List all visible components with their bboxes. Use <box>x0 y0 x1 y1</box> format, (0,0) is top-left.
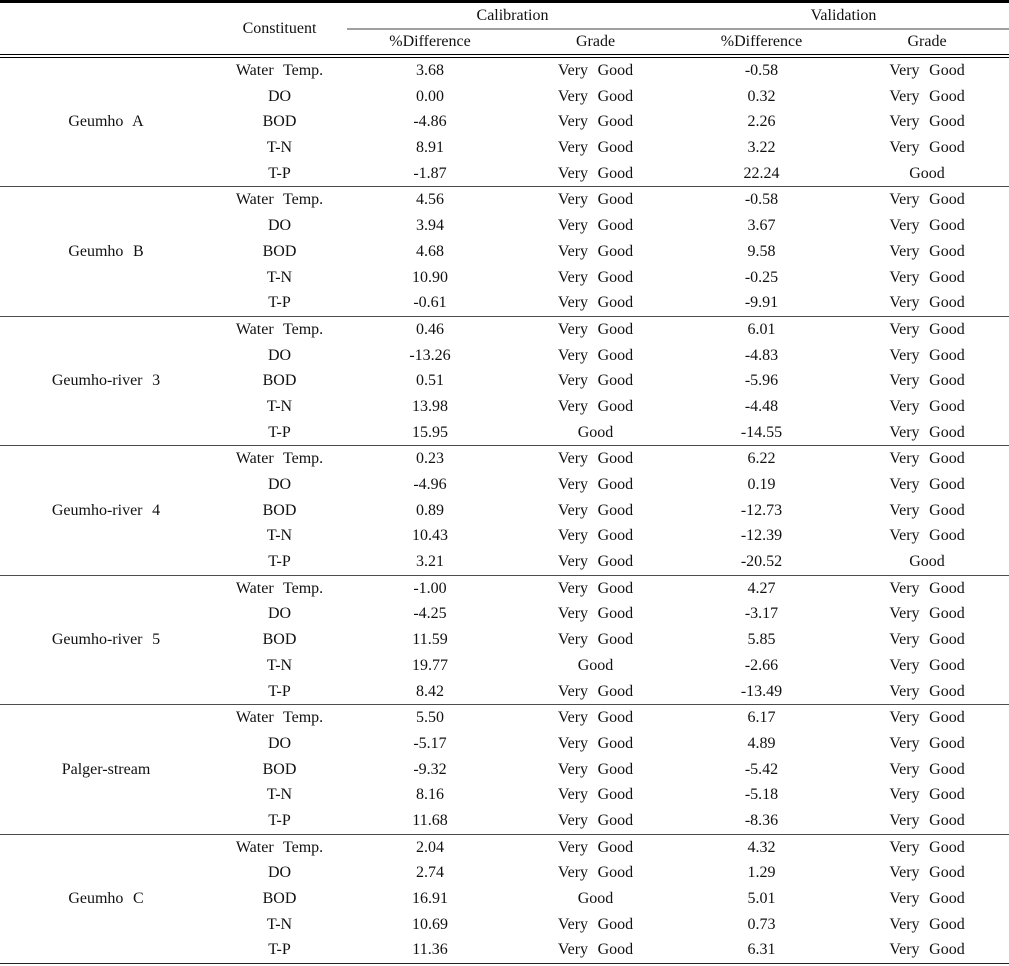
constituent-cell: T-N <box>266 268 293 286</box>
val-grade-cell: Very Good <box>889 579 965 597</box>
val-diff-cell: 5.85 <box>747 631 776 649</box>
val-grade-cell: Good <box>909 553 945 571</box>
table-row <box>0 834 1009 860</box>
constituent-cell: BOD <box>262 501 297 519</box>
val-grade-cell: Very Good <box>889 941 965 959</box>
constituent-cell: DO <box>267 605 292 623</box>
constituent-cell: DO <box>267 864 292 882</box>
cal-grade-cell: Very Good <box>557 734 634 752</box>
cal-grade-cell: Good <box>577 656 614 674</box>
constituent-cell: Water Temp. <box>235 579 324 597</box>
cal-diff-cell: 11.36 <box>412 941 448 959</box>
val-diff-cell: 3.22 <box>747 139 776 157</box>
constituent-cell: T-P <box>268 682 291 700</box>
val-diff-cell: 22.24 <box>743 164 780 182</box>
cal-diff-cell: 0.23 <box>416 450 444 468</box>
table-row <box>0 56 1009 84</box>
val-diff-cell: -0.58 <box>744 62 779 80</box>
site-cell: Palger-stream <box>61 760 151 778</box>
val-grade-cell: Very Good <box>889 62 965 80</box>
val-grade-cell: Very Good <box>889 294 965 312</box>
cal-grade-cell: Very Good <box>557 682 634 700</box>
val-grade-cell: Very Good <box>889 709 965 727</box>
val-diff-cell: 4.32 <box>747 838 776 856</box>
table-row <box>0 316 1009 342</box>
cal-diff-cell: 0.46 <box>416 320 444 338</box>
val-diff-cell: -5.42 <box>744 760 779 778</box>
val-grade-cell: Very Good <box>889 527 965 545</box>
site-group <box>0 834 1009 963</box>
cal-grade-cell: Good <box>577 890 614 908</box>
cal-diff-cell: 15.95 <box>412 423 448 441</box>
cal-diff-cell: 11.59 <box>412 631 448 649</box>
constituent-cell: T-N <box>266 139 293 157</box>
val-grade-cell: Good <box>909 164 945 182</box>
cal-diff-cell: 8.16 <box>416 786 444 804</box>
cal-grade-cell: Very Good <box>557 320 634 338</box>
site-group <box>0 446 1009 575</box>
cal-grade-cell: Very Good <box>557 811 634 829</box>
constituent-cell: T-N <box>266 915 293 933</box>
cal-diff-cell: 3.21 <box>416 553 444 571</box>
site-cell: Geumho-river 5 <box>51 631 161 649</box>
cal-grade-cell: Very Good <box>557 294 634 312</box>
val-diff-cell: -20.52 <box>740 553 783 571</box>
constituent-cell: T-N <box>266 786 293 804</box>
cal-diff-cell: 2.74 <box>416 864 444 882</box>
site-column-header <box>0 2 212 57</box>
cal-diff-cell: 0.00 <box>416 87 444 105</box>
cal-grade-cell: Very Good <box>557 476 634 494</box>
constituent-cell: T-P <box>268 164 291 182</box>
val-grade-cell: Very Good <box>889 890 965 908</box>
val-grade-cell: Very Good <box>889 760 965 778</box>
val-grade-cell: Very Good <box>889 346 965 364</box>
val-grade-cell: Very Good <box>889 320 965 338</box>
val-diff-cell: 6.31 <box>747 941 776 959</box>
val-diff-cell: 3.67 <box>747 217 776 235</box>
constituent-cell: T-N <box>266 397 293 415</box>
val-diff-cell: -5.18 <box>744 786 779 804</box>
header-span-row <box>0 2 1009 30</box>
val-diff-cell: -12.73 <box>740 501 783 519</box>
val-diff-cell: -4.48 <box>744 397 779 415</box>
val-grade-cell: Very Good <box>889 217 965 235</box>
constituent-cell: DO <box>267 734 292 752</box>
val-diff-cell: 6.22 <box>747 450 776 468</box>
val-diff-cell: 0.73 <box>747 915 776 933</box>
val-grade-cell: Very Good <box>889 682 965 700</box>
cal-grade-cell: Very Good <box>557 139 634 157</box>
val-pct-difference-header: %Difference <box>720 33 803 51</box>
cal-diff-cell: 0.89 <box>416 501 444 519</box>
constituent-cell: BOD <box>262 113 297 131</box>
val-diff-cell: -3.17 <box>744 605 779 623</box>
val-grade-cell: Very Good <box>889 811 965 829</box>
val-grade-header: Grade <box>907 33 947 51</box>
cal-grade-cell: Very Good <box>557 217 634 235</box>
constituent-cell: T-N <box>266 527 293 545</box>
validation-header: Validation <box>678 2 1009 30</box>
cal-diff-cell: 10.69 <box>412 915 448 933</box>
val-diff-cell: -5.96 <box>744 372 779 390</box>
val-grade-cell: Very Good <box>889 631 965 649</box>
site-cell: Geumho-river 4 <box>51 501 161 519</box>
cal-diff-cell: 11.68 <box>412 811 448 829</box>
val-grade-cell: Very Good <box>889 476 965 494</box>
constituent-cell: T-P <box>268 941 291 959</box>
val-grade-cell: Very Good <box>889 864 965 882</box>
val-diff-cell: 1.29 <box>747 864 776 882</box>
constituent-cell: BOD <box>262 372 297 390</box>
constituent-cell: DO <box>267 476 292 494</box>
cal-diff-cell: 8.42 <box>416 682 444 700</box>
constituent-cell: BOD <box>262 890 297 908</box>
cal-diff-cell: 0.51 <box>416 372 444 390</box>
site-group <box>0 56 1009 187</box>
cal-grade-cell: Very Good <box>557 864 634 882</box>
cal-grade-cell: Very Good <box>557 786 634 804</box>
val-diff-cell: 5.01 <box>747 890 776 908</box>
constituent-cell: Water Temp. <box>235 191 324 209</box>
val-grade-cell: Very Good <box>889 397 965 415</box>
val-grade-cell: Very Good <box>889 450 965 468</box>
cal-grade-cell: Very Good <box>557 501 634 519</box>
cal-diff-cell: 19.77 <box>412 656 448 674</box>
constituent-header: Constituent <box>242 19 317 37</box>
constituent-cell: DO <box>267 346 292 364</box>
constituent-cell: T-P <box>268 811 291 829</box>
table-row <box>0 446 1009 472</box>
cal-diff-cell: 10.90 <box>412 268 448 286</box>
val-diff-cell: -12.39 <box>740 527 783 545</box>
val-diff-cell: -14.55 <box>740 423 783 441</box>
val-grade-cell: Very Good <box>889 191 965 209</box>
constituent-cell: T-N <box>266 656 293 674</box>
val-grade-cell: Very Good <box>889 838 965 856</box>
val-grade-cell: Very Good <box>889 605 965 623</box>
cal-diff-cell: 16.91 <box>412 890 448 908</box>
cal-grade-cell: Good <box>577 423 614 441</box>
cal-grade-cell: Very Good <box>557 941 634 959</box>
cal-diff-cell: -5.17 <box>413 734 447 752</box>
site-group <box>0 575 1009 704</box>
val-diff-cell: 4.89 <box>747 734 776 752</box>
val-diff-cell: -0.25 <box>744 268 779 286</box>
cal-diff-cell: -4.25 <box>413 605 447 623</box>
cal-grade-cell: Very Good <box>557 268 634 286</box>
val-diff-cell: 0.19 <box>747 476 776 494</box>
cal-grade-cell: Very Good <box>557 113 634 131</box>
val-grade-cell: Very Good <box>889 501 965 519</box>
val-grade-cell: Very Good <box>889 423 965 441</box>
val-diff-cell: 0.32 <box>747 87 776 105</box>
cal-grade-cell: Very Good <box>557 527 634 545</box>
val-grade-cell: Very Good <box>889 87 965 105</box>
cal-grade-cell: Very Good <box>557 838 634 856</box>
val-grade-cell: Very Good <box>889 268 965 286</box>
cal-grade-cell: Very Good <box>557 709 634 727</box>
constituent-cell: BOD <box>262 760 297 778</box>
cal-diff-cell: -4.96 <box>413 476 447 494</box>
cal-grade-cell: Very Good <box>557 579 634 597</box>
val-grade-cell: Very Good <box>889 734 965 752</box>
cal-diff-cell: -4.86 <box>413 113 447 131</box>
val-diff-cell: -0.58 <box>744 191 779 209</box>
cal-grade-cell: Very Good <box>557 372 634 390</box>
cal-diff-cell: 10.43 <box>412 527 448 545</box>
val-grade-cell: Very Good <box>889 915 965 933</box>
val-grade-cell: Very Good <box>889 372 965 390</box>
cal-diff-cell: -0.61 <box>413 294 447 312</box>
cal-diff-cell: 3.68 <box>416 62 444 80</box>
cal-diff-cell: 5.50 <box>416 709 444 727</box>
constituent-cell: DO <box>267 217 292 235</box>
constituent-cell: BOD <box>262 242 297 260</box>
cal-diff-cell: 13.98 <box>412 397 448 415</box>
constituent-cell: Water Temp. <box>235 709 324 727</box>
site-cell: Geumho C <box>68 890 144 908</box>
cal-grade-cell: Very Good <box>557 450 634 468</box>
constituent-cell: Water Temp. <box>235 838 324 856</box>
cal-diff-cell: -1.87 <box>413 164 447 182</box>
table-row <box>0 575 1009 601</box>
val-diff-cell: 6.17 <box>747 709 776 727</box>
cal-diff-cell: 4.68 <box>416 242 444 260</box>
val-diff-cell: -2.66 <box>744 656 779 674</box>
constituent-cell: Water Temp. <box>235 450 324 468</box>
cal-grade-cell: Very Good <box>557 242 634 260</box>
val-grade-cell: Very Good <box>889 656 965 674</box>
cal-diff-cell: 4.56 <box>416 191 444 209</box>
cal-diff-cell: -13.26 <box>409 346 451 364</box>
cal-diff-cell: -1.00 <box>413 579 447 597</box>
val-diff-cell: -9.91 <box>744 294 779 312</box>
cal-grade-cell: Very Good <box>557 397 634 415</box>
val-grade-cell: Very Good <box>889 242 965 260</box>
val-grade-cell: Very Good <box>889 786 965 804</box>
site-cell: Geumho A <box>68 113 144 131</box>
cal-diff-cell: 3.94 <box>416 217 444 235</box>
val-diff-cell: 6.01 <box>747 320 776 338</box>
site-cell: Geumho-river 3 <box>51 372 161 390</box>
cal-diff-cell: -9.32 <box>413 760 447 778</box>
val-diff-cell: -4.83 <box>744 346 779 364</box>
site-group <box>0 187 1009 316</box>
val-diff-cell: -13.49 <box>740 682 783 700</box>
val-diff-cell: 2.26 <box>747 113 776 131</box>
cal-grade-cell: Very Good <box>557 605 634 623</box>
cal-grade-cell: Very Good <box>557 87 634 105</box>
val-diff-cell: 9.58 <box>747 242 776 260</box>
cal-grade-cell: Very Good <box>557 760 634 778</box>
val-grade-cell: Very Good <box>889 139 965 157</box>
table-row <box>0 705 1009 731</box>
site-cell: Geumho B <box>68 242 144 260</box>
cal-grade-cell: Very Good <box>557 164 634 182</box>
site-group <box>0 705 1009 834</box>
table-row <box>0 187 1009 213</box>
cal-grade-cell: Very Good <box>557 915 634 933</box>
cal-diff-cell: 2.04 <box>416 838 444 856</box>
val-grade-cell: Very Good <box>889 113 965 131</box>
site-group <box>0 316 1009 445</box>
cal-diff-cell: 8.91 <box>416 139 444 157</box>
constituent-cell: T-P <box>268 294 291 312</box>
cal-pct-difference-header: %Difference <box>389 33 471 51</box>
calibration-header: Calibration <box>347 2 678 30</box>
cal-grade-header: Grade <box>575 33 616 51</box>
val-diff-cell: -8.36 <box>744 811 779 829</box>
constituent-cell: T-P <box>268 423 291 441</box>
constituent-cell: DO <box>267 87 292 105</box>
val-diff-cell: 4.27 <box>747 579 776 597</box>
cal-grade-cell: Very Good <box>557 553 634 571</box>
cal-grade-cell: Very Good <box>557 631 634 649</box>
cal-grade-cell: Very Good <box>557 62 634 80</box>
table-header <box>0 2 1009 57</box>
cal-grade-cell: Very Good <box>557 346 634 364</box>
constituent-cell: Water Temp. <box>235 320 324 338</box>
cal-grade-cell: Very Good <box>557 191 634 209</box>
constituent-cell: T-P <box>268 553 291 571</box>
constituent-cell: BOD <box>262 631 297 649</box>
constituent-cell: Water Temp. <box>235 62 324 80</box>
